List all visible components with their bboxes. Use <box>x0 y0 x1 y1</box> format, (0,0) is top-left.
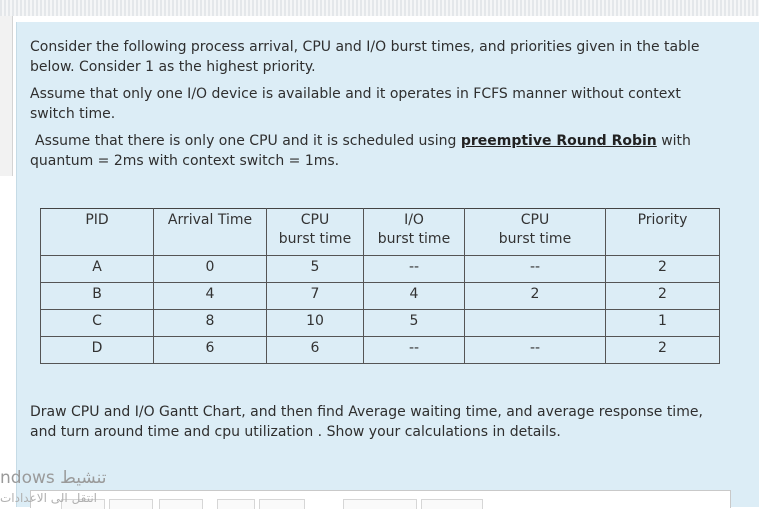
cell-io-burst: 5 <box>364 310 465 337</box>
toolbar-button[interactable] <box>259 499 305 509</box>
cell-pid: C <box>41 310 154 337</box>
toolbar-button[interactable] <box>217 499 255 509</box>
cell-priority: 2 <box>606 283 720 310</box>
header-label: Arrival Time <box>167 212 253 228</box>
header-label: CPU <box>300 212 330 228</box>
question-paragraph-1: Consider the following process arrival, CPU and I/O burst times, and priorities given in the table below. Consider 1 as the highest priority. <box>30 39 700 75</box>
question-paragraph-4: Draw CPU and I/O Gantt Chart, and then find Average waiting time, and average response time, and turn around time and cpu utilization . Show your calculations in details. <box>30 404 703 440</box>
process-table <box>40 208 720 364</box>
header-sublabel: burst time <box>498 231 572 247</box>
table-row <box>41 310 720 337</box>
question-paragraph-3 <box>30 131 730 171</box>
header-label: Priority <box>637 212 688 228</box>
scheduling-algorithm-emphasis: preemptive Round Robin <box>460 133 657 149</box>
cell-priority: 2 <box>606 337 720 364</box>
editor-toolbar <box>30 490 731 508</box>
cell-io-burst: 4 <box>364 283 465 310</box>
toolbar-button[interactable] <box>109 499 153 509</box>
table-row <box>41 256 720 283</box>
windows-activation-watermark: ndows تنشيط <box>0 468 107 488</box>
cell-arrival: 6 <box>154 337 267 364</box>
cell-cpu-burst-1: 10 <box>267 310 364 337</box>
cell-cpu-burst-1: 7 <box>267 283 364 310</box>
toolbar-button[interactable] <box>421 499 483 509</box>
paragraph-3-start: Assume that there is only one CPU and it is scheduled using <box>35 133 461 149</box>
cell-cpu-burst-2: -- <box>465 337 606 364</box>
header-pid <box>41 209 154 256</box>
cell-pid: D <box>41 337 154 364</box>
header-sublabel: burst time <box>377 231 451 247</box>
header-cpu-burst-1 <box>267 209 364 256</box>
header-label: CPU <box>520 212 550 228</box>
header-label: PID <box>85 212 109 228</box>
top-scroll-strip <box>0 0 759 16</box>
cell-cpu-burst-2: -- <box>465 256 606 283</box>
left-sidebar-edge <box>0 16 13 176</box>
cell-pid: A <box>41 256 154 283</box>
table-row <box>41 283 720 310</box>
header-sublabel: burst time <box>278 231 352 247</box>
toolbar-button[interactable] <box>159 499 203 509</box>
header-io-burst <box>364 209 465 256</box>
cell-cpu-burst-2: 2 <box>465 283 606 310</box>
table-header-row <box>41 209 720 256</box>
header-label: I/O <box>404 212 424 228</box>
table-row <box>41 337 720 364</box>
windows-settings-watermark: انتقل الى الاعدادات <box>0 491 98 505</box>
toolbar-button[interactable] <box>343 499 417 509</box>
cell-arrival: 8 <box>154 310 267 337</box>
cell-pid: B <box>41 283 154 310</box>
cell-io-burst: -- <box>364 337 465 364</box>
cell-cpu-burst-1: 5 <box>267 256 364 283</box>
cell-arrival: 0 <box>154 256 267 283</box>
header-arrival-time <box>154 209 267 256</box>
cell-io-burst: -- <box>364 256 465 283</box>
header-priority <box>606 209 720 256</box>
question-paragraph-2: Assume that only one I/O device is available and it operates in FCFS manner without context switch time. <box>30 86 681 122</box>
cell-arrival: 4 <box>154 283 267 310</box>
cell-cpu-burst-2 <box>465 310 606 337</box>
header-cpu-burst-2 <box>465 209 606 256</box>
cell-priority: 2 <box>606 256 720 283</box>
cell-priority: 1 <box>606 310 720 337</box>
cell-cpu-burst-1: 6 <box>267 337 364 364</box>
paragraph-3-end: with quantum = 2ms with context switch = 1ms. <box>30 133 691 169</box>
